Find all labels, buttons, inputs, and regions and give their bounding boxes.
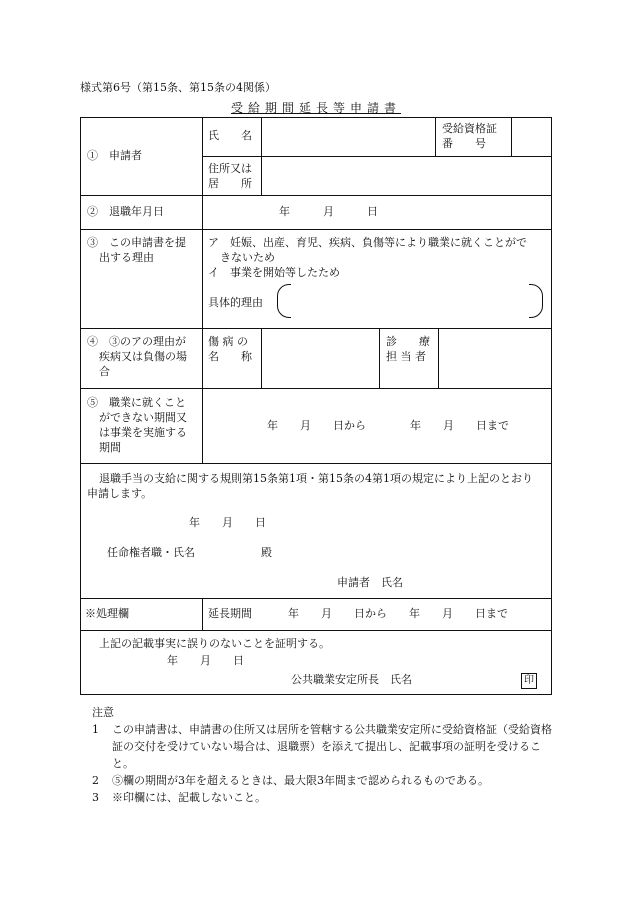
name-input[interactable] <box>262 119 434 155</box>
declaration-date[interactable]: 年 月 日 <box>189 516 266 529</box>
row-divider-1 <box>81 195 552 196</box>
note-text: この申請書は、申請書の住所又は居所を管轄する公共職業安定所に受給資格証（受給資格証の交付を受けていない場合は、退職票）を添えて提出し、記載事項の証明を受けること。 <box>112 723 552 771</box>
cert-number-input[interactable] <box>512 119 551 155</box>
illness-label-line1: ④ ③のアの理由が <box>87 335 186 348</box>
note-number: 3 <box>92 791 99 805</box>
row-divider-5 <box>81 463 552 464</box>
address-label-line2: 居 所 <box>208 177 252 190</box>
address-input[interactable] <box>262 157 551 194</box>
declaration-line2: 申請します。 <box>87 487 153 500</box>
note-text: ※印欄には、記載しないこと。 <box>112 791 266 805</box>
specific-reason-label: 具体的理由 <box>208 296 263 309</box>
row-divider-6 <box>81 598 552 599</box>
authority-label: 任命権者職・氏名 <box>107 546 195 559</box>
note-number: 1 <box>92 723 99 737</box>
cert-label-line2: 番 号 <box>442 137 486 150</box>
disease-name-input[interactable] <box>262 329 378 387</box>
notes-section <box>92 704 552 806</box>
address-label-line1: 住所又は <box>208 162 252 175</box>
note-text: ⑤欄の期間が3年を超えるときは、最大限3年間まで認められるものである。 <box>112 774 489 788</box>
note-item <box>92 772 552 789</box>
period-label-line3: は事業を実施する <box>99 426 187 439</box>
form-number-label: 様式第6号（第15条、第15条の4関係） <box>80 81 276 94</box>
reason-option-i[interactable]: イ 事業を開始等したため <box>208 266 340 279</box>
reason-label-line2: 出する理由 <box>99 251 154 264</box>
extension-period-value: 年 月 日から 年 月 日まで <box>288 607 508 620</box>
honorific: 殿 <box>261 546 272 559</box>
period-label-line4: 期間 <box>99 441 121 454</box>
illness-label-line3: 合 <box>99 365 110 378</box>
application-table <box>80 117 552 695</box>
period-label-line2: ができない期間又 <box>99 411 187 424</box>
certification-text: 上記の記載事実に誤りのないことを証明する。 <box>99 637 330 650</box>
reason-option-a-line2: きないため <box>220 251 275 264</box>
reason-option-a-line1[interactable]: ア 妊娠、出産、育児、疾病、負傷等により職業に就くことがで <box>208 236 527 249</box>
extension-period-label: 延長期間 <box>208 607 252 620</box>
seal-mark: 印 <box>521 673 537 689</box>
period-label-line1: ⑤ 職業に就くこと <box>87 396 186 409</box>
row-divider-7 <box>81 630 552 631</box>
name-label: 氏 名 <box>208 129 252 142</box>
note-item <box>92 789 552 806</box>
col-divider-processing <box>202 598 203 630</box>
cert-label-line1: 受給資格証 <box>442 122 497 135</box>
col-divider-label-1 <box>202 118 203 195</box>
applicant-signature-label[interactable]: 申請者 氏名 <box>337 576 403 589</box>
illness-label-line2: 疾病又は負傷の場 <box>99 350 187 363</box>
disease-label-line1: 傷 病 の <box>208 335 248 348</box>
note-number: 2 <box>92 774 99 788</box>
note-item <box>92 721 552 772</box>
row-divider-2 <box>81 229 552 230</box>
retire-date-value[interactable]: 年 月 日 <box>279 205 378 218</box>
row-divider-4 <box>81 388 552 389</box>
doctor-label-line2: 担 当 者 <box>386 350 426 363</box>
doctor-input[interactable] <box>439 329 551 387</box>
certification-date: 年 月 日 <box>167 654 244 667</box>
applicant-label: ① 申請者 <box>87 149 142 162</box>
notes-heading: 注意 <box>92 706 114 719</box>
col-divider-label-2 <box>202 195 203 463</box>
processing-label: ※処理欄 <box>85 607 129 620</box>
disease-label-line2: 名 称 <box>208 350 252 363</box>
office-chief-label: 公共職業安定所長 氏名 <box>291 673 412 686</box>
form-title: 受給期間延長等申請書 <box>230 101 401 115</box>
reason-label-line1: ③ この申請書を提 <box>87 236 186 249</box>
col-divider-cert-label <box>435 118 436 156</box>
doctor-label-line1: 診 療 <box>386 335 430 348</box>
period-value[interactable]: 年 月 日から 年 月 日まで <box>267 419 509 432</box>
retire-date-label: ② 退職年月日 <box>87 205 164 218</box>
col-divider-disease-value <box>379 328 380 388</box>
declaration-line1: 退職手当の支給に関する規則第15条第1項・第15条の4第1項の規定により上記のとおり <box>99 472 533 485</box>
